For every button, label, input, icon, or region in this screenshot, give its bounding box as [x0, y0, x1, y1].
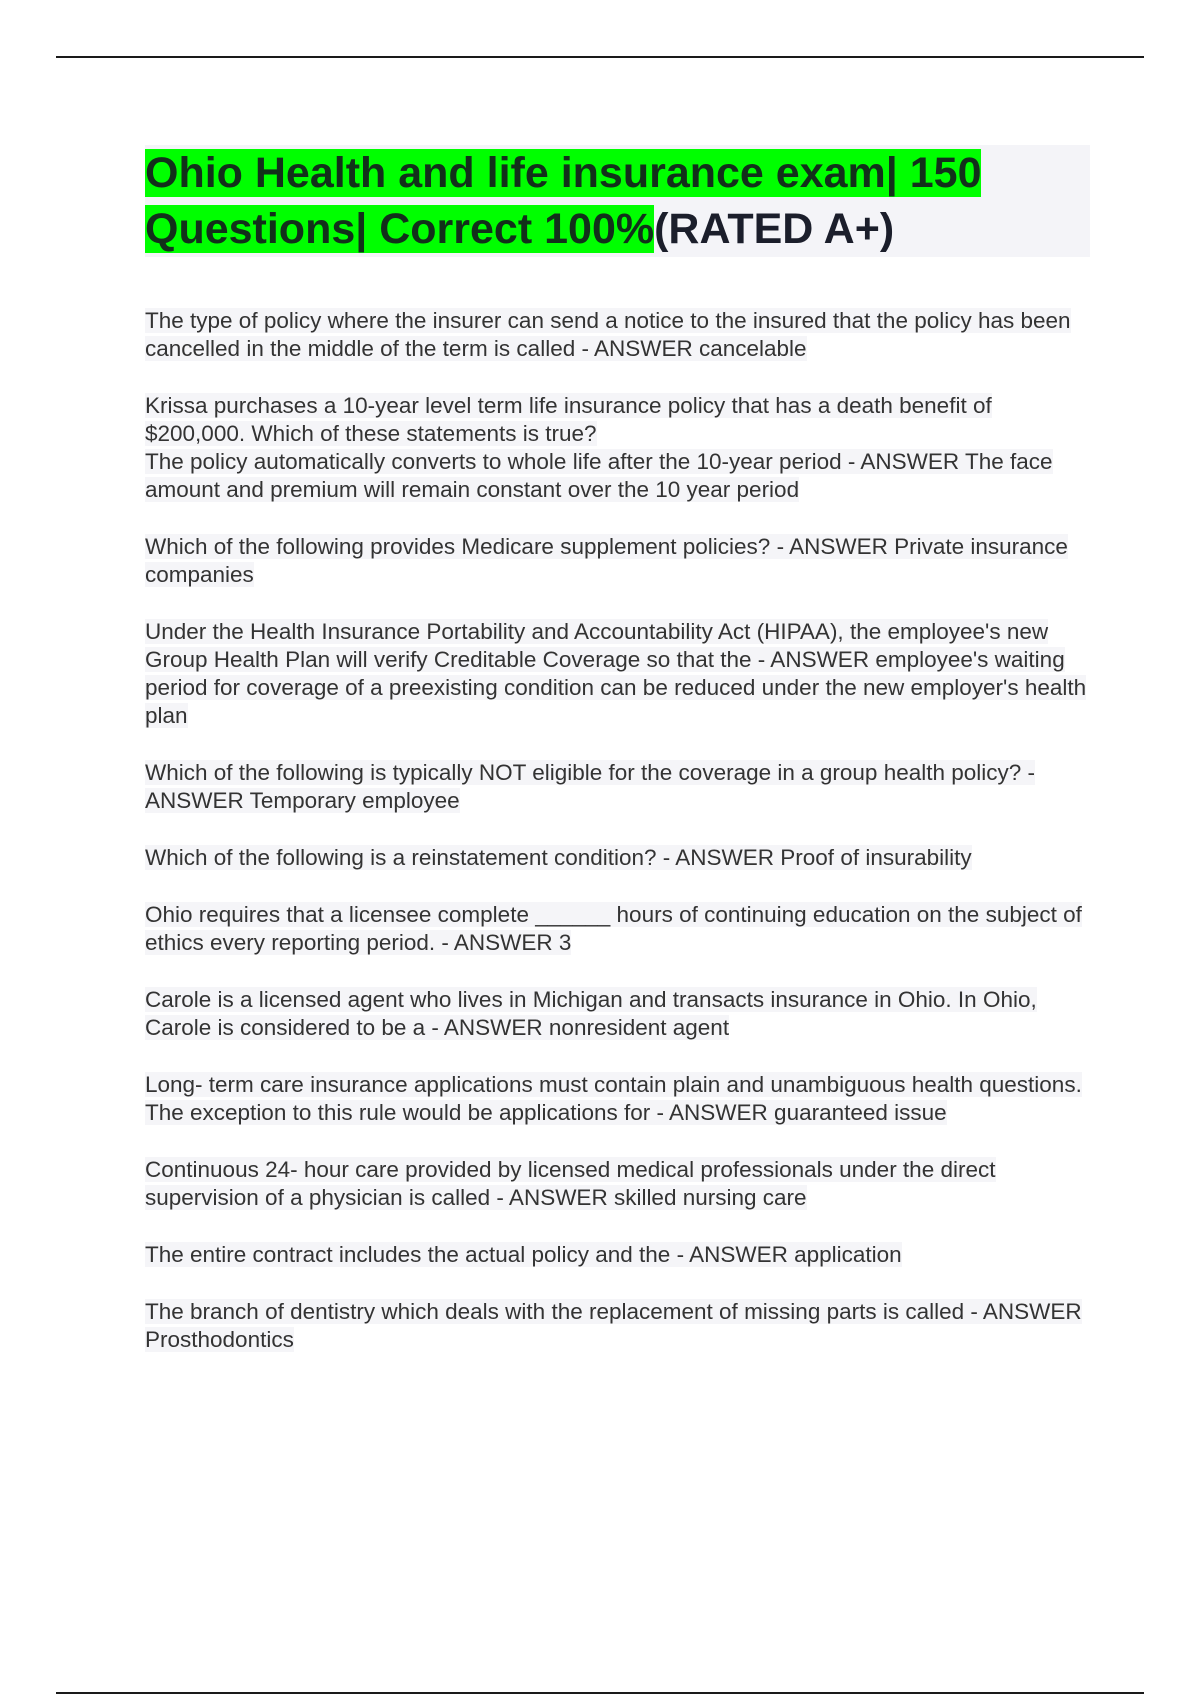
qa-item — [145, 392, 1090, 504]
qa-text: Which of the following is typically NOT eligible for the coverage in a group health policy? - ANSWER Temporary employee — [145, 760, 1036, 813]
qa-item — [145, 844, 1090, 872]
qa-item — [145, 1156, 1090, 1212]
bottom-rule — [56, 1692, 1144, 1694]
qa-item — [145, 1241, 1090, 1269]
qa-text: Continuous 24- hour care provided by licensed medical professionals under the direct supervision of a physician is called - ANSWER skilled nursing care — [145, 1157, 996, 1210]
qa-item — [145, 759, 1090, 815]
qa-text: The type of policy where the insurer can send a notice to the insured that the policy has been cancelled in the middle of the term is called - ANSWER cancelable — [145, 308, 1071, 361]
qa-item — [145, 901, 1090, 957]
qa-item — [145, 1298, 1090, 1354]
qa-item — [145, 986, 1090, 1042]
qa-text: Which of the following provides Medicare supplement policies? - ANSWER Private insurance companies — [145, 534, 1068, 587]
top-rule — [56, 56, 1144, 58]
qa-text: The entire contract includes the actual policy and the - ANSWER application — [145, 1242, 902, 1267]
qa-text: Ohio requires that a licensee complete ______ hours of continuing education on the subject of ethics every reporting period. - ANSWER 3 — [145, 902, 1082, 955]
title-rest: (RATED A+) — [654, 205, 895, 253]
document-body — [145, 145, 1090, 1383]
qa-text: Carole is a licensed agent who lives in Michigan and transacts insurance in Ohio. In Ohio, Carole is considered to be a - ANSWER nonresident agent — [145, 987, 1037, 1040]
qa-text: Under the Health Insurance Portability and Accountability Act (HIPAA), the employee's new Group Health Plan will verify Creditable Coverage so that the - ANSWER employee's waiting period for coverage of a preexisting condition can be reduced under the new employer's health plan — [145, 619, 1087, 728]
qa-item — [145, 533, 1090, 589]
qa-text: Long- term care insurance applications must contain plain and unambiguous health questions. The exception to this rule would be applications for - ANSWER guaranteed issue — [145, 1072, 1082, 1125]
title-highlighted: Ohio Health and life insurance exam| 150 Questions| Correct 100% — [145, 149, 982, 253]
qa-item — [145, 307, 1090, 363]
qa-item — [145, 618, 1090, 730]
qa-item — [145, 1071, 1090, 1127]
qa-text: Which of the following is a reinstatement condition? - ANSWER Proof of insurability — [145, 845, 972, 870]
page-title — [145, 145, 1090, 257]
qa-text: Krissa purchases a 10-year level term life insurance policy that has a death benefit of $200,000. Which of these statements is true? The policy automatically converts to whole life after the 10-year period - ANSWER The face amount and premium will remain constant over the 10 year period — [145, 393, 1053, 502]
qa-text: The branch of dentistry which deals with the replacement of missing parts is called - ANSWER Prosthodontics — [145, 1299, 1082, 1352]
